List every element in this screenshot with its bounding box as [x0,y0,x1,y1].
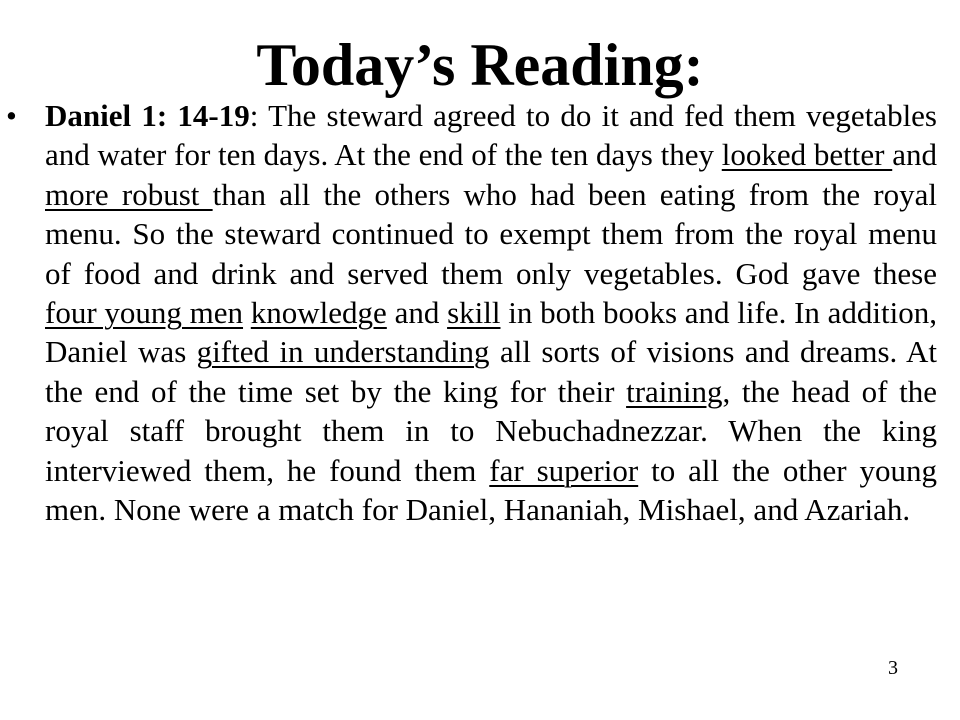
slide-number: 3 [888,657,898,679]
bullet-list [0,96,937,529]
underlined-phrase: skill [447,295,501,331]
underlined-phrase: training [626,373,723,409]
bullet-point: • [6,98,17,133]
underlined-phrase: knowledge [250,295,387,331]
underlined-phrase: more robust [45,176,213,212]
passage-text: in both books and life. In addition, Daniel was [45,295,938,370]
passage-text: and [892,137,937,173]
passage-text: and [386,295,448,331]
scripture-reference: Daniel 1: 14-19 [45,98,250,133]
passage-text [243,295,251,330]
passage-text: : The steward agreed to do it and fed them vegetables and water for ten days. At the end of the ten days they [45,98,937,173]
passage-text: all sorts of visions and dreams. At the end of the time set by the king for their [45,334,937,409]
passage-text: than all the others who had been eating from the royal menu. So the steward continued to exempt them from the royal menu of food and drink and served them only vegetables. God gave these [45,176,937,291]
underlined-phrase: far superior [489,452,639,488]
underlined-phrase: looked better [721,137,893,173]
passage-text: to all the other young men. None were a match for Daniel, Hananiah, Mishael, and Azariah. [45,452,937,528]
underlined-phrase: gifted in understanding [196,334,490,370]
slide-title: Today’s Reading: [256,32,704,98]
underlined-phrase: four young men [45,295,244,331]
passage-text: , the head of the royal staff brought them in to Nebuchadnezzar. When the king interviewed them, he found them [45,373,937,488]
scripture-passage [0,96,937,529]
